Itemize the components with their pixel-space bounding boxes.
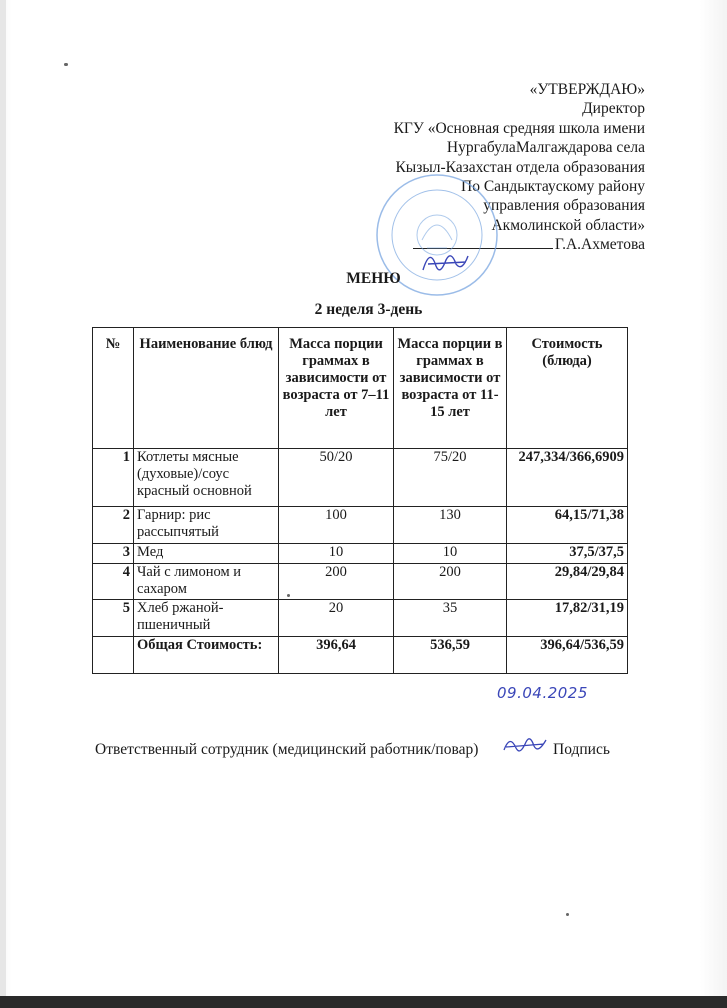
mass-7-11: 10: [279, 544, 394, 564]
mass-7-11: 100: [279, 507, 394, 544]
approval-line: НургабулаМалгаждарова села: [446, 139, 645, 157]
mass-11-15: 130: [394, 507, 507, 544]
approval-line: Кызыл-Казахстан отдела образования: [395, 158, 645, 176]
table-total-row: [93, 637, 628, 674]
total-number-cell: [93, 637, 134, 674]
header-number: №: [93, 328, 134, 449]
dish-name: Гарнир: рис рассыпчятый: [134, 507, 279, 544]
dish-cost: 17,82/31,19: [507, 600, 628, 637]
dish-name: Мед: [134, 544, 279, 564]
mass-11-15: 10: [394, 544, 507, 564]
approval-line: управления образования: [483, 197, 645, 215]
mass-7-11: 200: [279, 564, 394, 600]
mass-7-11: 20: [279, 600, 394, 637]
dish-cost: 37,5/37,5: [507, 544, 628, 564]
dish-name: Котлеты мясные (духовые)/соус красный основной: [134, 449, 279, 507]
header-cost: Стоимость (блюда): [507, 328, 628, 449]
header-mass-11-15: Масса порции в граммах в зависимости от возраста от 11-15 лет: [394, 328, 507, 449]
scan-left-edge: [0, 0, 6, 1008]
total-mass-11-15: 536,59: [394, 637, 507, 674]
table-row: [93, 544, 628, 564]
dish-cost: 64,15/71,38: [507, 507, 628, 544]
approval-line: «УТВЕРЖДАЮ»: [529, 81, 645, 98]
approval-line: КГУ «Основная средняя школа имени: [393, 119, 645, 137]
total-label: Общая Стоимость:: [134, 637, 279, 674]
total-cost: 396,64/536,59: [507, 637, 628, 674]
table-row: [93, 507, 628, 544]
row-number: 4: [93, 564, 134, 600]
approval-line: По Сандыктаускому району: [461, 178, 645, 196]
mass-11-15: 35: [394, 600, 507, 637]
row-number: 1: [93, 449, 134, 507]
scan-speck: [64, 63, 68, 66]
responsible-handwritten-signature: [500, 730, 550, 760]
table-row: [93, 564, 628, 600]
handwritten-date: 09.04.2025: [497, 684, 588, 702]
menu-table: [92, 327, 628, 674]
total-mass-7-11: 396,64: [279, 637, 394, 674]
responsible-person-label: Ответственный сотрудник (медицинский работник/повар): [95, 741, 479, 758]
dish-cost: 247,334/366,6909: [507, 449, 628, 507]
signature-label: Подпись: [553, 741, 610, 758]
table-row: [93, 449, 628, 507]
scan-bottom-edge: [0, 996, 727, 1008]
row-number: 3: [93, 544, 134, 564]
table-row: [93, 600, 628, 637]
approval-line: Директор: [582, 100, 645, 118]
mass-11-15: 200: [394, 564, 507, 600]
signer-name: Г.А.Ахметова: [554, 236, 645, 254]
menu-title: МЕНЮ: [346, 270, 401, 287]
dish-name: Хлеб ржаной-пшеничный: [134, 600, 279, 637]
approval-line: Акмолинской области»: [491, 216, 645, 234]
header-mass-7-11: Масса порции граммах в зависимости от возраста от 7–11 лет: [279, 328, 394, 449]
mass-7-11: 50/20: [279, 449, 394, 507]
row-number: 2: [93, 507, 134, 544]
scan-speck: [566, 913, 569, 916]
mass-11-15: 75/20: [394, 449, 507, 507]
table-header-row: [93, 328, 628, 449]
header-dish-name: Наименование блюд: [134, 328, 279, 449]
row-number: 5: [93, 600, 134, 637]
dish-name: Чай с лимоном и сахаром: [134, 564, 279, 600]
menu-subtitle: 2 неделя 3-день: [314, 301, 423, 318]
dish-cost: 29,84/29,84: [507, 564, 628, 600]
